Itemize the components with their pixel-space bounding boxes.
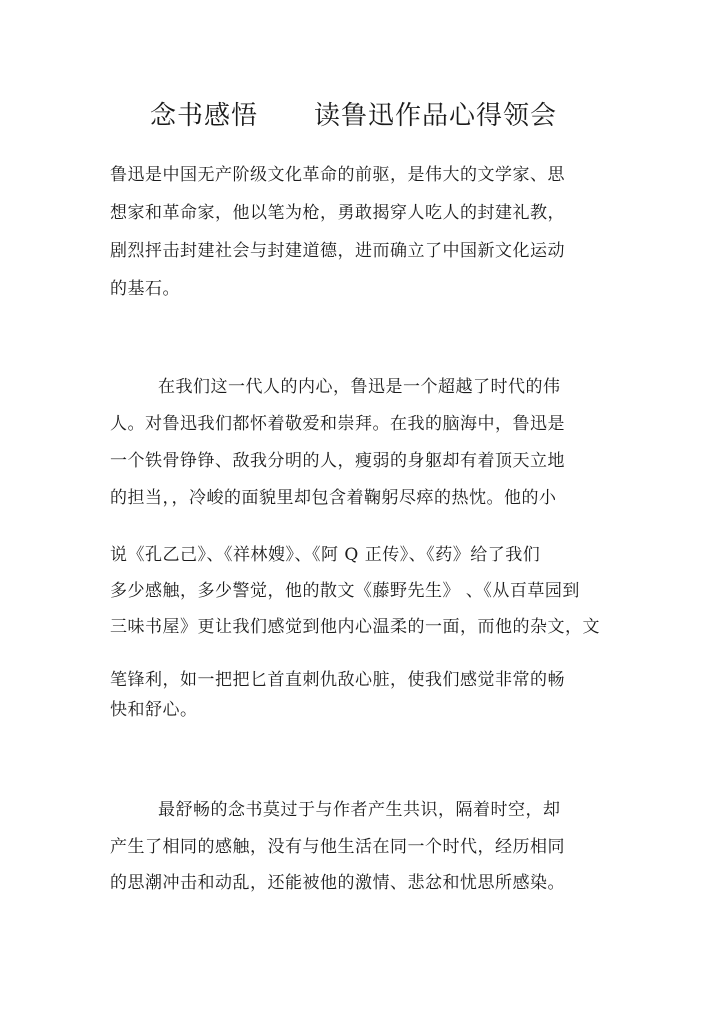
paragraph-2-line-7: 三味书屋》更让我们感觉到他内心温柔的一面，而他的杂文，文 (110, 617, 600, 637)
paragraph-2-line-6: 多少感触，多少警觉，他的散文《藤野先生》 、《从百草园到 (110, 581, 580, 601)
paragraph-2-line-1: 在我们这一代人的内心，鲁迅是一个超越了时代的伟 (158, 377, 561, 397)
paragraph-2-line-8: 笔锋利，如一把把匕首直刺仇敌心脏，使我们感觉非常的畅 (110, 670, 565, 690)
paragraph-3-line-1: 最舒畅的念书莫过于与作者产生共识，隔着时空，却 (158, 800, 561, 820)
paragraph-1-line-1: 鲁迅是中国无产阶级文化革命的前驱，是伟大的文学家、思 (110, 165, 565, 185)
title-part-1: 念书感悟 (150, 101, 259, 131)
paragraph-3-line-3: 的思潮冲击和动乱，还能被他的激情、悲忿和忧思所感染。 (110, 873, 565, 893)
paragraph-2-line-3: 一个铁骨铮铮、敌我分明的人，瘦弱的身躯却有着顶天立地 (110, 451, 565, 471)
paragraph-2-line-4: 的担当，，冷峻的面貌里却包含着鞠躬尽瘁的热忱。他的小 (110, 488, 557, 508)
paragraph-3-line-2: 产生了相同的感触，没有与他生活在同一个时代，经历相同 (110, 837, 565, 857)
document-title (150, 95, 557, 132)
title-part-2: 读鲁迅作品心得领会 (314, 101, 558, 131)
paragraph-2-line-2: 人。对鲁迅我们都怀着敬爱和崇拜。在我的脑海中，鲁迅是 (110, 414, 565, 434)
paragraph-2-line-5: 说《孔乙己》、《祥林嫂》、《阿 Q 正传》、《药》给了我们 (110, 545, 541, 565)
paragraph-2-line-9: 快和舒心。 (110, 700, 198, 720)
paragraph-1-line-4: 的基石。 (110, 279, 180, 299)
paragraph-1-line-2: 想家和革命家，他以笔为枪，勇敢揭穿人吃人的封建礼教， (110, 203, 565, 223)
paragraph-1-line-3: 剧烈抨击封建社会与封建道德，进而确立了中国新文化运动 (110, 241, 565, 261)
